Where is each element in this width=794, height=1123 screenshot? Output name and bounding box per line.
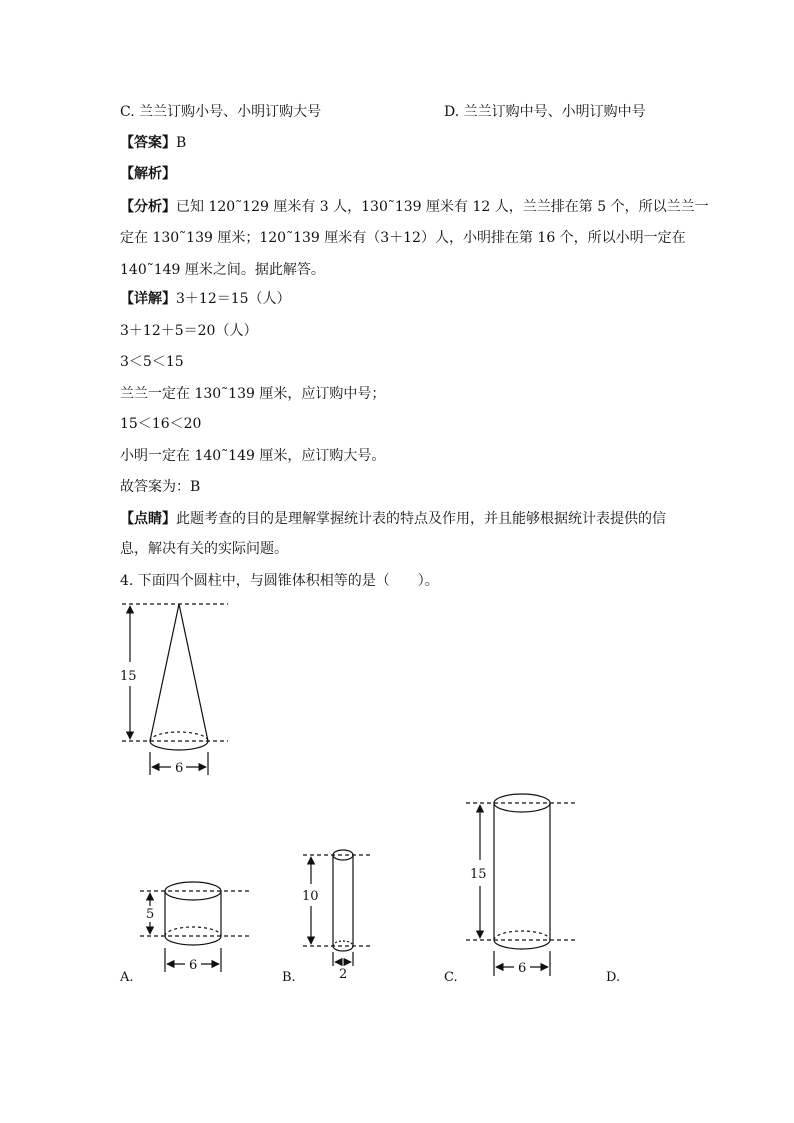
xiangjie-line-6: 小明一定在 140˜149 厘米，应订购大号。	[120, 448, 386, 464]
dianjing-text-1: 此题考查的目的是理解掌握统计表的特点及作用，并且能够根据统计表提供的信	[176, 511, 666, 527]
cone-figure	[122, 604, 228, 775]
xiangjie-line-2: 3＋12＋5＝20（人）	[120, 323, 258, 339]
conclusion-line: 故答案为：B	[120, 479, 201, 495]
option-c-label: C.	[444, 970, 458, 985]
dianjing-line-2: 息，解决有关的实际问题。	[120, 541, 288, 557]
xiangjie-tag: 【详解】	[120, 291, 176, 307]
analysis-heading: 【解析】	[120, 166, 176, 182]
question-4-stem: 4. 下面四个圆柱中，与圆锥体积相等的是（ ）。	[120, 573, 439, 589]
xiangjie-line-3: 3＜5＜15	[120, 354, 184, 370]
fenxi-line-2: 定在 130˜139 厘米；120˜139 厘米有（3＋12）人，小明排在第 16 个，所以小明一定在	[120, 230, 686, 246]
cone-height-label: 15	[120, 669, 137, 684]
cylinder-a-height-label: 5	[146, 907, 155, 922]
cylinder-b-figure	[303, 850, 370, 966]
cone-diameter-label: 6	[175, 761, 184, 776]
answer-value: B	[176, 135, 187, 151]
option-b-label: B.	[282, 970, 296, 985]
option-c-text: C. 兰兰订购小号、小明订购大号	[120, 104, 322, 120]
fenxi-line-3: 140˜149 厘米之间。据此解答。	[120, 262, 325, 278]
answer-tag: 【答案】	[120, 135, 176, 151]
xiangjie-line-4: 兰兰一定在 130˜139 厘米，应订购中号；	[120, 386, 386, 402]
cylinder-c-diameter-label: 6	[518, 961, 527, 976]
fenxi-tag: 【分析】	[120, 199, 176, 215]
option-d-text: D. 兰兰订购中号、小明订购中号	[444, 104, 646, 120]
cylinder-c-figure	[466, 794, 575, 976]
dianjing-tag: 【点睛】	[120, 511, 176, 527]
cylinder-b-height-label: 10	[302, 889, 319, 904]
cylinder-c-height-label: 15	[470, 867, 487, 882]
option-d-label: D.	[606, 970, 621, 985]
cylinder-a-diameter-label: 6	[189, 958, 198, 973]
cylinder-b-diameter-label: 2	[339, 967, 348, 982]
xiangjie-text-1: 3＋12＝15（人）	[176, 291, 291, 307]
fenxi-text-1: 已知 120˜129 厘米有 3 人，130˜139 厘米有 12 人，兰兰排在第 5 个，所以兰兰一	[176, 199, 709, 215]
xiangjie-line-5: 15＜16＜20	[120, 416, 202, 432]
option-a-label: A.	[120, 970, 134, 985]
